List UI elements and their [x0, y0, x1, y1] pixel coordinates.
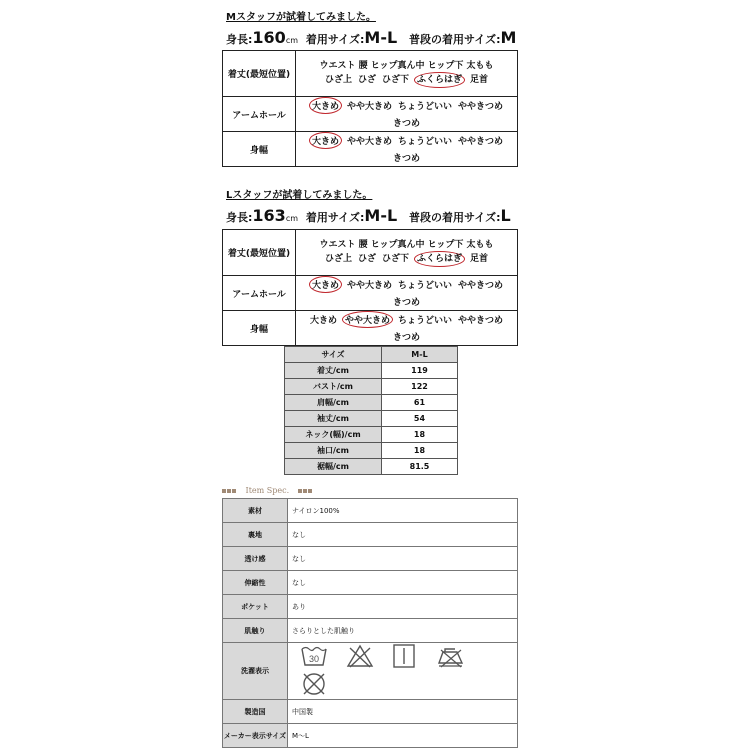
worn-size-label: 着用サイズ: [305, 211, 365, 224]
height-unit: cm [285, 214, 299, 223]
fit-option: きつめ [392, 154, 420, 164]
size-row [285, 363, 458, 379]
m-staff-fit-table [222, 50, 518, 167]
size-header-value: M-L [382, 347, 458, 363]
fit-option: ちょうどいい [398, 137, 453, 147]
fit-option: ちょうどいい [398, 316, 453, 326]
item-spec-title-text: Item Spec. [245, 486, 290, 495]
spec-row-value: ナイロン100% [288, 499, 518, 523]
size-row-label: ネック(幅)/cm [285, 427, 382, 443]
l-staff-measurements [226, 206, 511, 225]
fit-option-circled: ふくらはぎ [414, 251, 465, 267]
fit-option: ひざ上 [324, 74, 352, 85]
worn-size-value: M-L [364, 206, 398, 225]
fit-option: やや大きめ [346, 281, 392, 291]
spec-row-label: 裏地 [223, 523, 288, 547]
spec-row-label: 洗濯表示 [223, 643, 288, 700]
fit-row-label: 身幅 [223, 132, 296, 167]
fit-row-values [296, 230, 518, 276]
spec-row [223, 700, 518, 724]
usual-size-value: M [500, 28, 517, 47]
fit-option: ややきつめ [458, 137, 504, 147]
fit-option: ひざ上 [324, 253, 352, 264]
size-row-value: 61 [382, 395, 458, 411]
spec-row [223, 619, 518, 643]
size-header-label: サイズ [285, 347, 382, 363]
fit-row-armhole [223, 276, 518, 311]
fit-row-values [296, 311, 518, 346]
fit-row-label: 着丈(最短位置) [223, 51, 296, 97]
item-spec-title [222, 486, 313, 495]
usual-size-label: 普段の着用サイズ: [409, 33, 501, 46]
spec-row-value: 中国製 [288, 700, 518, 724]
fit-option-circled: やや大きめ [342, 311, 393, 328]
size-row [285, 427, 458, 443]
fit-row-label: 着丈(最短位置) [223, 230, 296, 276]
fit-option: ややきつめ [458, 281, 504, 291]
length-line-2 [296, 72, 517, 88]
size-row-value: 54 [382, 411, 458, 427]
size-row-value: 122 [382, 379, 458, 395]
fit-option: ひざ [357, 253, 376, 264]
size-row-label: バスト/cm [285, 379, 382, 395]
spec-row-label: 製造国 [223, 700, 288, 724]
spec-row-label: 肌触り [223, 619, 288, 643]
fit-option: ひざ下 [381, 74, 409, 85]
fit-option-circled: 大きめ [309, 276, 342, 293]
no-bleach-icon [346, 644, 374, 670]
spec-row-value: なし [288, 523, 518, 547]
fit-option: ややきつめ [458, 316, 504, 326]
fit-option: ややきつめ [458, 102, 504, 112]
spec-row-label: 透け感 [223, 547, 288, 571]
fit-option: ちょうどいい [398, 281, 453, 291]
size-row [285, 411, 458, 427]
fit-option: ひざ下 [381, 253, 409, 264]
spec-row-value: さらりとした肌触り [288, 619, 518, 643]
height-label: 身長: [226, 211, 253, 224]
fit-row-length [223, 51, 518, 97]
spec-row-value: M～L [288, 724, 518, 748]
l-staff-fit-table [222, 229, 518, 346]
fit-option-circled: 大きめ [309, 97, 342, 114]
size-row-value: 18 [382, 427, 458, 443]
fit-row-body-width [223, 132, 518, 167]
m-staff-heading: Mスタッフが試着してみました。 [226, 12, 376, 23]
fit-row-values [296, 51, 518, 97]
fit-option: きつめ [392, 298, 420, 308]
size-row [285, 379, 458, 395]
spec-row [223, 724, 518, 748]
iron-low-icon [435, 644, 465, 670]
length-line-1: ウエスト 腰 ヒップ真ん中 ヒップ下 太もも [319, 239, 494, 250]
spec-row-label: 伸縮性 [223, 571, 288, 595]
height-unit: cm [285, 36, 299, 45]
wash-temp: 30 [308, 654, 320, 664]
size-table [284, 346, 458, 475]
m-staff-measurements [226, 28, 516, 47]
length-line-2 [296, 251, 517, 267]
size-row [285, 395, 458, 411]
fit-row-label: アームホール [223, 276, 296, 311]
spec-row-label: ポケット [223, 595, 288, 619]
size-row-value: 18 [382, 443, 458, 459]
no-dryclean-icon [300, 671, 328, 699]
spec-row [223, 499, 518, 523]
fit-row-values [296, 132, 518, 167]
spec-row [223, 547, 518, 571]
fit-row-label: 身幅 [223, 311, 296, 346]
spec-row-label: メーカー表示サイズ [223, 724, 288, 748]
fit-option: 大きめ [309, 316, 337, 326]
fit-row-label: アームホール [223, 97, 296, 132]
fit-option: 足首 [470, 253, 489, 264]
fit-option: きつめ [392, 333, 420, 343]
item-spec-table [222, 498, 518, 748]
height-value: 163 [252, 206, 286, 225]
worn-size-value: M-L [364, 28, 398, 47]
size-row-label: 袖丈/cm [285, 411, 382, 427]
height-label: 身長: [226, 33, 253, 46]
size-row-label: 肩幅/cm [285, 395, 382, 411]
care-icons [288, 643, 518, 700]
size-row-value: 119 [382, 363, 458, 379]
size-table-header [285, 347, 458, 363]
size-row [285, 459, 458, 475]
fit-row-values [296, 97, 518, 132]
size-row-label: 裾幅/cm [285, 459, 382, 475]
spec-row-value: あり [288, 595, 518, 619]
length-line-1: ウエスト 腰 ヒップ真ん中 ヒップ下 太もも [319, 60, 494, 71]
size-row [285, 443, 458, 459]
fit-row-armhole [223, 97, 518, 132]
size-row-value: 81.5 [382, 459, 458, 475]
fit-option: ちょうどいい [398, 102, 453, 112]
spec-row-care [223, 643, 518, 700]
fit-row-length [223, 230, 518, 276]
fit-option: やや大きめ [346, 102, 392, 112]
worn-size-label: 着用サイズ: [305, 33, 365, 46]
size-row-label: 袖口/cm [285, 443, 382, 459]
size-row-label: 着丈/cm [285, 363, 382, 379]
fit-option: やや大きめ [346, 137, 392, 147]
fit-option: 足首 [470, 74, 489, 85]
usual-size-label: 普段の着用サイズ: [409, 211, 501, 224]
fit-option-circled: 大きめ [309, 132, 342, 149]
wash-30-icon [300, 644, 328, 670]
fit-option-circled: ふくらはぎ [414, 72, 465, 88]
spec-row-value: なし [288, 547, 518, 571]
l-staff-heading: Lスタッフが試着してみました。 [226, 190, 373, 201]
fit-row-body-width [223, 311, 518, 346]
fit-option: ひざ [357, 74, 376, 85]
spec-row [223, 595, 518, 619]
drip-dry-icon [392, 643, 416, 671]
usual-size-value: L [500, 206, 511, 225]
height-value: 160 [252, 28, 286, 47]
spec-row-value: なし [288, 571, 518, 595]
fit-option: きつめ [392, 119, 420, 129]
fit-row-values [296, 276, 518, 311]
spec-row [223, 523, 518, 547]
spec-row [223, 571, 518, 595]
spec-row-label: 素材 [223, 499, 288, 523]
